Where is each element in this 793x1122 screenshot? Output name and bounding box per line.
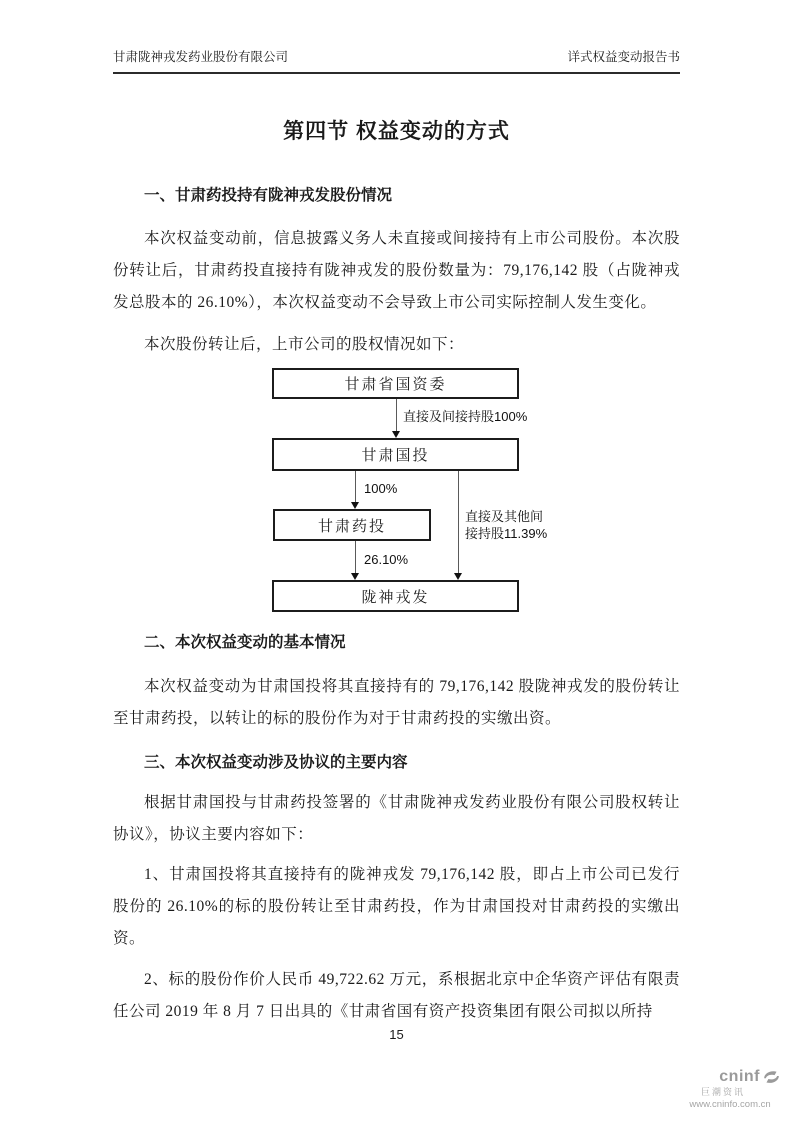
section1-paragraph-2: 本次股份转让后，上市公司的股权情况如下： [144,336,465,353]
connector-line-yaotou-longshen [355,541,356,573]
section2-heading: 二、本次权益变动的基本情况 [144,634,346,651]
section3-heading: 三、本次权益变动涉及协议的主要内容 [144,754,408,771]
arrow-down-icon [392,431,400,438]
header-document-type: 详式权益变动报告书 [567,50,680,64]
edge-label-yaotou-longshen: 26.10% [364,552,409,567]
cninfo-logo-text: cninf [719,1068,760,1085]
connector-line-sasac-guotou [396,399,397,431]
cninfo-swirl-icon [762,1069,781,1086]
edge-label-guotou-longshen: 直接及其他间接持股11.39% [465,509,548,541]
arrow-down-icon [454,573,462,580]
edge-label-sasac-guotou: 直接及间接持股100% [403,409,528,424]
org-node-longshen-rongfa: 陇神戎发 [272,580,519,612]
org-node-gansu-sasac: 甘肃省国资委 [272,368,519,399]
cninfo-watermark [675,1068,785,1110]
connector-line-guotou-yaotou [355,471,356,502]
equity-structure-diagram [113,368,680,614]
org-node-gansu-yaotou: 甘肃药投 [273,509,431,541]
arrow-down-icon [351,573,359,580]
section3-paragraph-1: 根据甘肃国投与甘肃药投签署的《甘肃陇神戎发药业股份有限公司股权转让协议》，协议主要内容如下： [113,794,680,843]
cninfo-name: 巨潮资讯 [700,1087,745,1097]
section1-heading: 一、甘肃药投持有陇神戎发股份情况 [144,187,393,204]
chapter-title: 第四节 权益变动的方式 [283,120,510,143]
edge-label-guotou-yaotou: 100% [364,481,398,496]
section3-paragraph-3: 2、标的股份作价人民币 49,722.62 万元，系根据北京中企华资产评估有限责任公司 2019 年 8 月 7 日出具的《甘肃省国有资产投资集团有限公司拟以所持 [113,971,680,1020]
section1-paragraph-1: 本次权益变动前，信息披露义务人未直接或间接持有上市公司股份。本次股份转让后，甘肃药投直接持有陇神戎发的股份数量为：79,176,142 股（占陇神戎发总股本的 26.10%），本次权益变动不会导致上市公司实际控制人发生变化。 [113,230,680,311]
page-number: 15 [389,1027,404,1042]
connector-line-guotou-longshen [458,471,459,573]
header-company-name: 甘肃陇神戎发药业股份有限公司 [113,50,289,64]
page-body [113,0,680,1122]
org-node-gansu-guotou: 甘肃国投 [272,438,519,471]
section2-paragraph-1: 本次权益变动为甘肃国投将其直接持有的 79,176,142 股陇神戎发的股份转让至甘肃药投，以转让的标的股份作为对于甘肃药投的实缴出资。 [113,678,680,727]
arrow-down-icon [351,502,359,509]
section3-paragraph-2: 1、甘肃国投将其直接持有的陇神戎发 79,176,142 股，即占上市公司已发行股份的 26.10%的标的股份转让至甘肃药投，作为甘肃国投对甘肃药投的实缴出资。 [113,866,680,947]
cninfo-url: www.cninfo.com.cn [689,1099,771,1110]
